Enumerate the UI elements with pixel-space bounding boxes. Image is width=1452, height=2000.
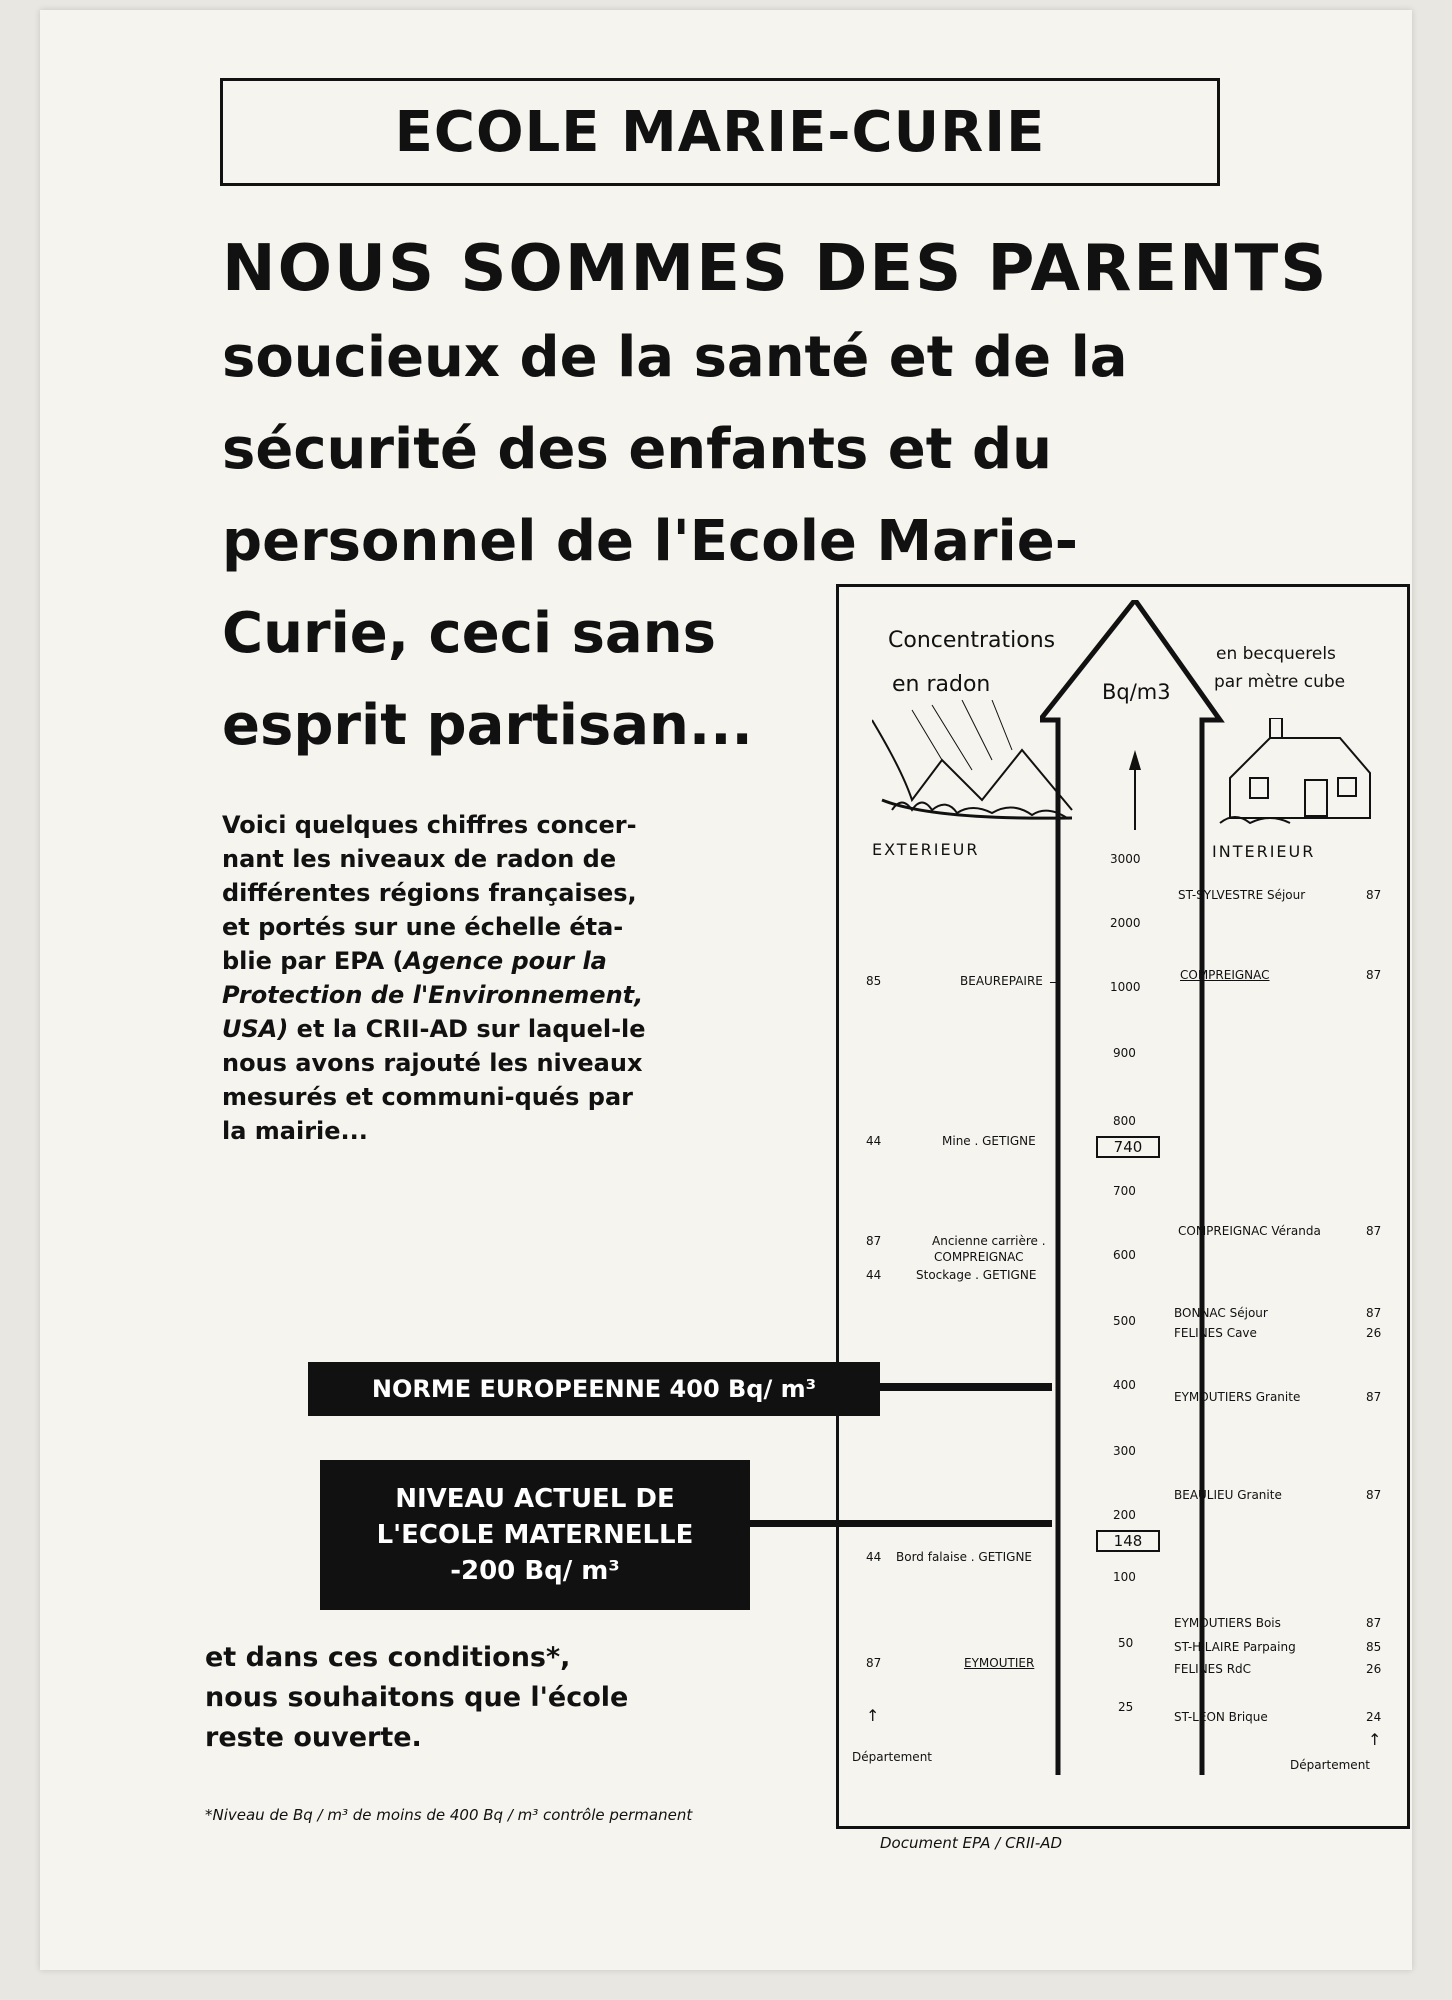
left-name-beaurepaire: BEAUREPAIRE (960, 974, 1043, 988)
scale-1000: 1000 (1110, 980, 1141, 994)
norme-label: NORME EUROPEENNE 400 Bq/ m³ (371, 1375, 817, 1403)
left-name-carriere: Ancienne carrière . (932, 1234, 1046, 1248)
right-dept-compreignac-veranda: 87 (1366, 1224, 1382, 1238)
left-name-compreignac: COMPREIGNAC (934, 1250, 1024, 1264)
right-dept-felines-rdc: 26 (1366, 1662, 1382, 1676)
left-name-mine: Mine . GETIGNE (942, 1134, 1036, 1148)
left-dept-falaise: 44 (866, 1550, 882, 1564)
house-illustration (1210, 718, 1390, 830)
right-dept-beaulieu: 87 (1366, 1488, 1382, 1502)
scale-50: 50 (1118, 1636, 1134, 1650)
page-title: ECOLE MARIE-CURIE (394, 99, 1046, 165)
intro-text-b: et la CRII-AD sur laquel-le nous avons rajouté les niveaux mesurés et communi-qués par la mairie... (222, 1015, 646, 1145)
right-name-eymoutiers-granite: EYMOUTIERS Granite (1174, 1390, 1301, 1404)
chart-metre-cube-label: par mètre cube (1214, 672, 1346, 692)
closing-line-1: et dans ces conditions*, (205, 1642, 571, 1673)
right-dept-compreignac: 87 (1366, 968, 1382, 982)
exterieur-label: EXTERIEUR (872, 840, 980, 859)
left-name-stockage: Stockage . GETIGNE (916, 1268, 1037, 1282)
chart-radon-label: en radon (892, 672, 991, 697)
right-dept-eymoutiers-granite: 87 (1366, 1390, 1382, 1404)
left-dept-arrow-icon: ↑ (866, 1706, 880, 1725)
chart-unit: Bq/m3 (1102, 680, 1171, 704)
niveau-banner (320, 1460, 750, 1610)
left-tick-beaurepaire (1050, 982, 1058, 983)
left-departement-label: Département (852, 1750, 932, 1764)
right-dept-st-leon: 24 (1366, 1710, 1382, 1724)
right-name-eymoutiers-bois: EYMOUTIERS Bois (1174, 1616, 1281, 1630)
niveau-line-1: NIVEAU ACTUEL DE (395, 1484, 675, 1514)
closing-text (205, 1638, 628, 1758)
norme-banner (308, 1362, 880, 1416)
headline-line-3: sécurité des enfants et du (222, 417, 1052, 482)
scale-600: 600 (1113, 1248, 1136, 1262)
scale-25: 25 (1118, 1700, 1134, 1714)
closing-line-2: nous souhaitons que l'école (205, 1682, 629, 1713)
footnote: *Niveau de Bq / m³ de moins de 400 Bq / m³ contrôle permanent (205, 1806, 693, 1824)
right-name-compreignac-veranda: COMPREIGNAC Véranda (1178, 1224, 1321, 1238)
scale-300: 300 (1113, 1444, 1136, 1458)
right-dept-eymoutiers-bois: 87 (1366, 1616, 1382, 1630)
right-name-compreignac: COMPREIGNAC (1180, 968, 1270, 982)
scale-400: 400 (1113, 1378, 1136, 1392)
left-name-falaise: Bord falaise . GETIGNE (896, 1550, 1033, 1564)
left-dept-beaurepaire: 85 (866, 974, 882, 988)
title-box (220, 78, 1220, 186)
document-credit: Document EPA / CRII-AD (880, 1834, 1063, 1852)
headline-line-6: esprit partisan... (222, 693, 753, 758)
right-dept-bonnac: 87 (1366, 1306, 1382, 1320)
right-name-bonnac: BONNAC Séjour (1174, 1306, 1268, 1320)
chart-concentrations-label: Concentrations (888, 628, 1056, 653)
headline-line-5: Curie, ceci sans (222, 601, 716, 666)
left-dept-mine: 44 (866, 1134, 882, 1148)
chart-becquerels-label: en becquerels (1216, 644, 1336, 664)
left-name-eymoutier: EYMOUTIER (964, 1656, 1035, 1670)
right-name-st-hilaire: ST-HILAIRE Parpaing (1174, 1640, 1296, 1654)
left-dept-eymoutier: 87 (866, 1656, 882, 1670)
interieur-label: INTERIEUR (1212, 842, 1316, 861)
scale-100: 100 (1113, 1570, 1136, 1584)
niveau-line-2: L'ECOLE MATERNELLE (376, 1520, 694, 1550)
niveau-line-3: -200 Bq/ m³ (450, 1556, 620, 1586)
intro-text-a: Voici quelques chiffres concer-nant les niveaux de radon de différentes régions françaises, et portés sur une échelle éta-blie par EPA ( (222, 811, 637, 975)
right-name-st-leon: ST-LEON Brique (1174, 1710, 1268, 1724)
right-name-felines-rdc: FELINES RdC (1174, 1662, 1252, 1676)
right-dept-arrow-icon: ↑ (1368, 1730, 1382, 1749)
scale-2000: 2000 (1110, 916, 1141, 930)
scale-500: 500 (1113, 1314, 1136, 1328)
scale-900: 900 (1113, 1046, 1136, 1060)
right-name-felines-cave: FELINES Cave (1174, 1326, 1257, 1340)
right-name-beaulieu: BEAULIEU Granite (1174, 1488, 1282, 1502)
exterior-illustration (872, 700, 1082, 840)
right-departement-label: Département (1290, 1758, 1370, 1772)
closing-line-3: reste ouverte. (205, 1722, 422, 1753)
headline-line-4: personnel de l'Ecole Marie- (222, 509, 1078, 574)
scale-3000: 3000 (1110, 852, 1141, 866)
headline-line-2: soucieux de la santé et de la (222, 325, 1128, 390)
right-name-st-sylvestre: ST-SYLVESTRE Séjour (1178, 888, 1306, 902)
right-dept-felines-cave: 26 (1366, 1326, 1382, 1340)
intro-paragraph (222, 808, 662, 1148)
scale-700: 700 (1113, 1184, 1136, 1198)
intro-text-italic: Agence pour la Protection de l'Environnement, USA) (222, 947, 644, 1043)
scale-800: 800 (1113, 1114, 1136, 1128)
headline-line-1: NOUS SOMMES DES PARENTS (222, 232, 1329, 306)
mark-148: 148 (1096, 1530, 1160, 1552)
mark-740: 740 (1096, 1136, 1160, 1158)
left-dept-carriere: 87 (866, 1234, 882, 1248)
right-dept-st-hilaire: 85 (1366, 1640, 1382, 1654)
right-dept-st-sylvestre: 87 (1366, 888, 1382, 902)
left-dept-stockage: 44 (866, 1268, 882, 1282)
scale-200: 200 (1113, 1508, 1136, 1522)
